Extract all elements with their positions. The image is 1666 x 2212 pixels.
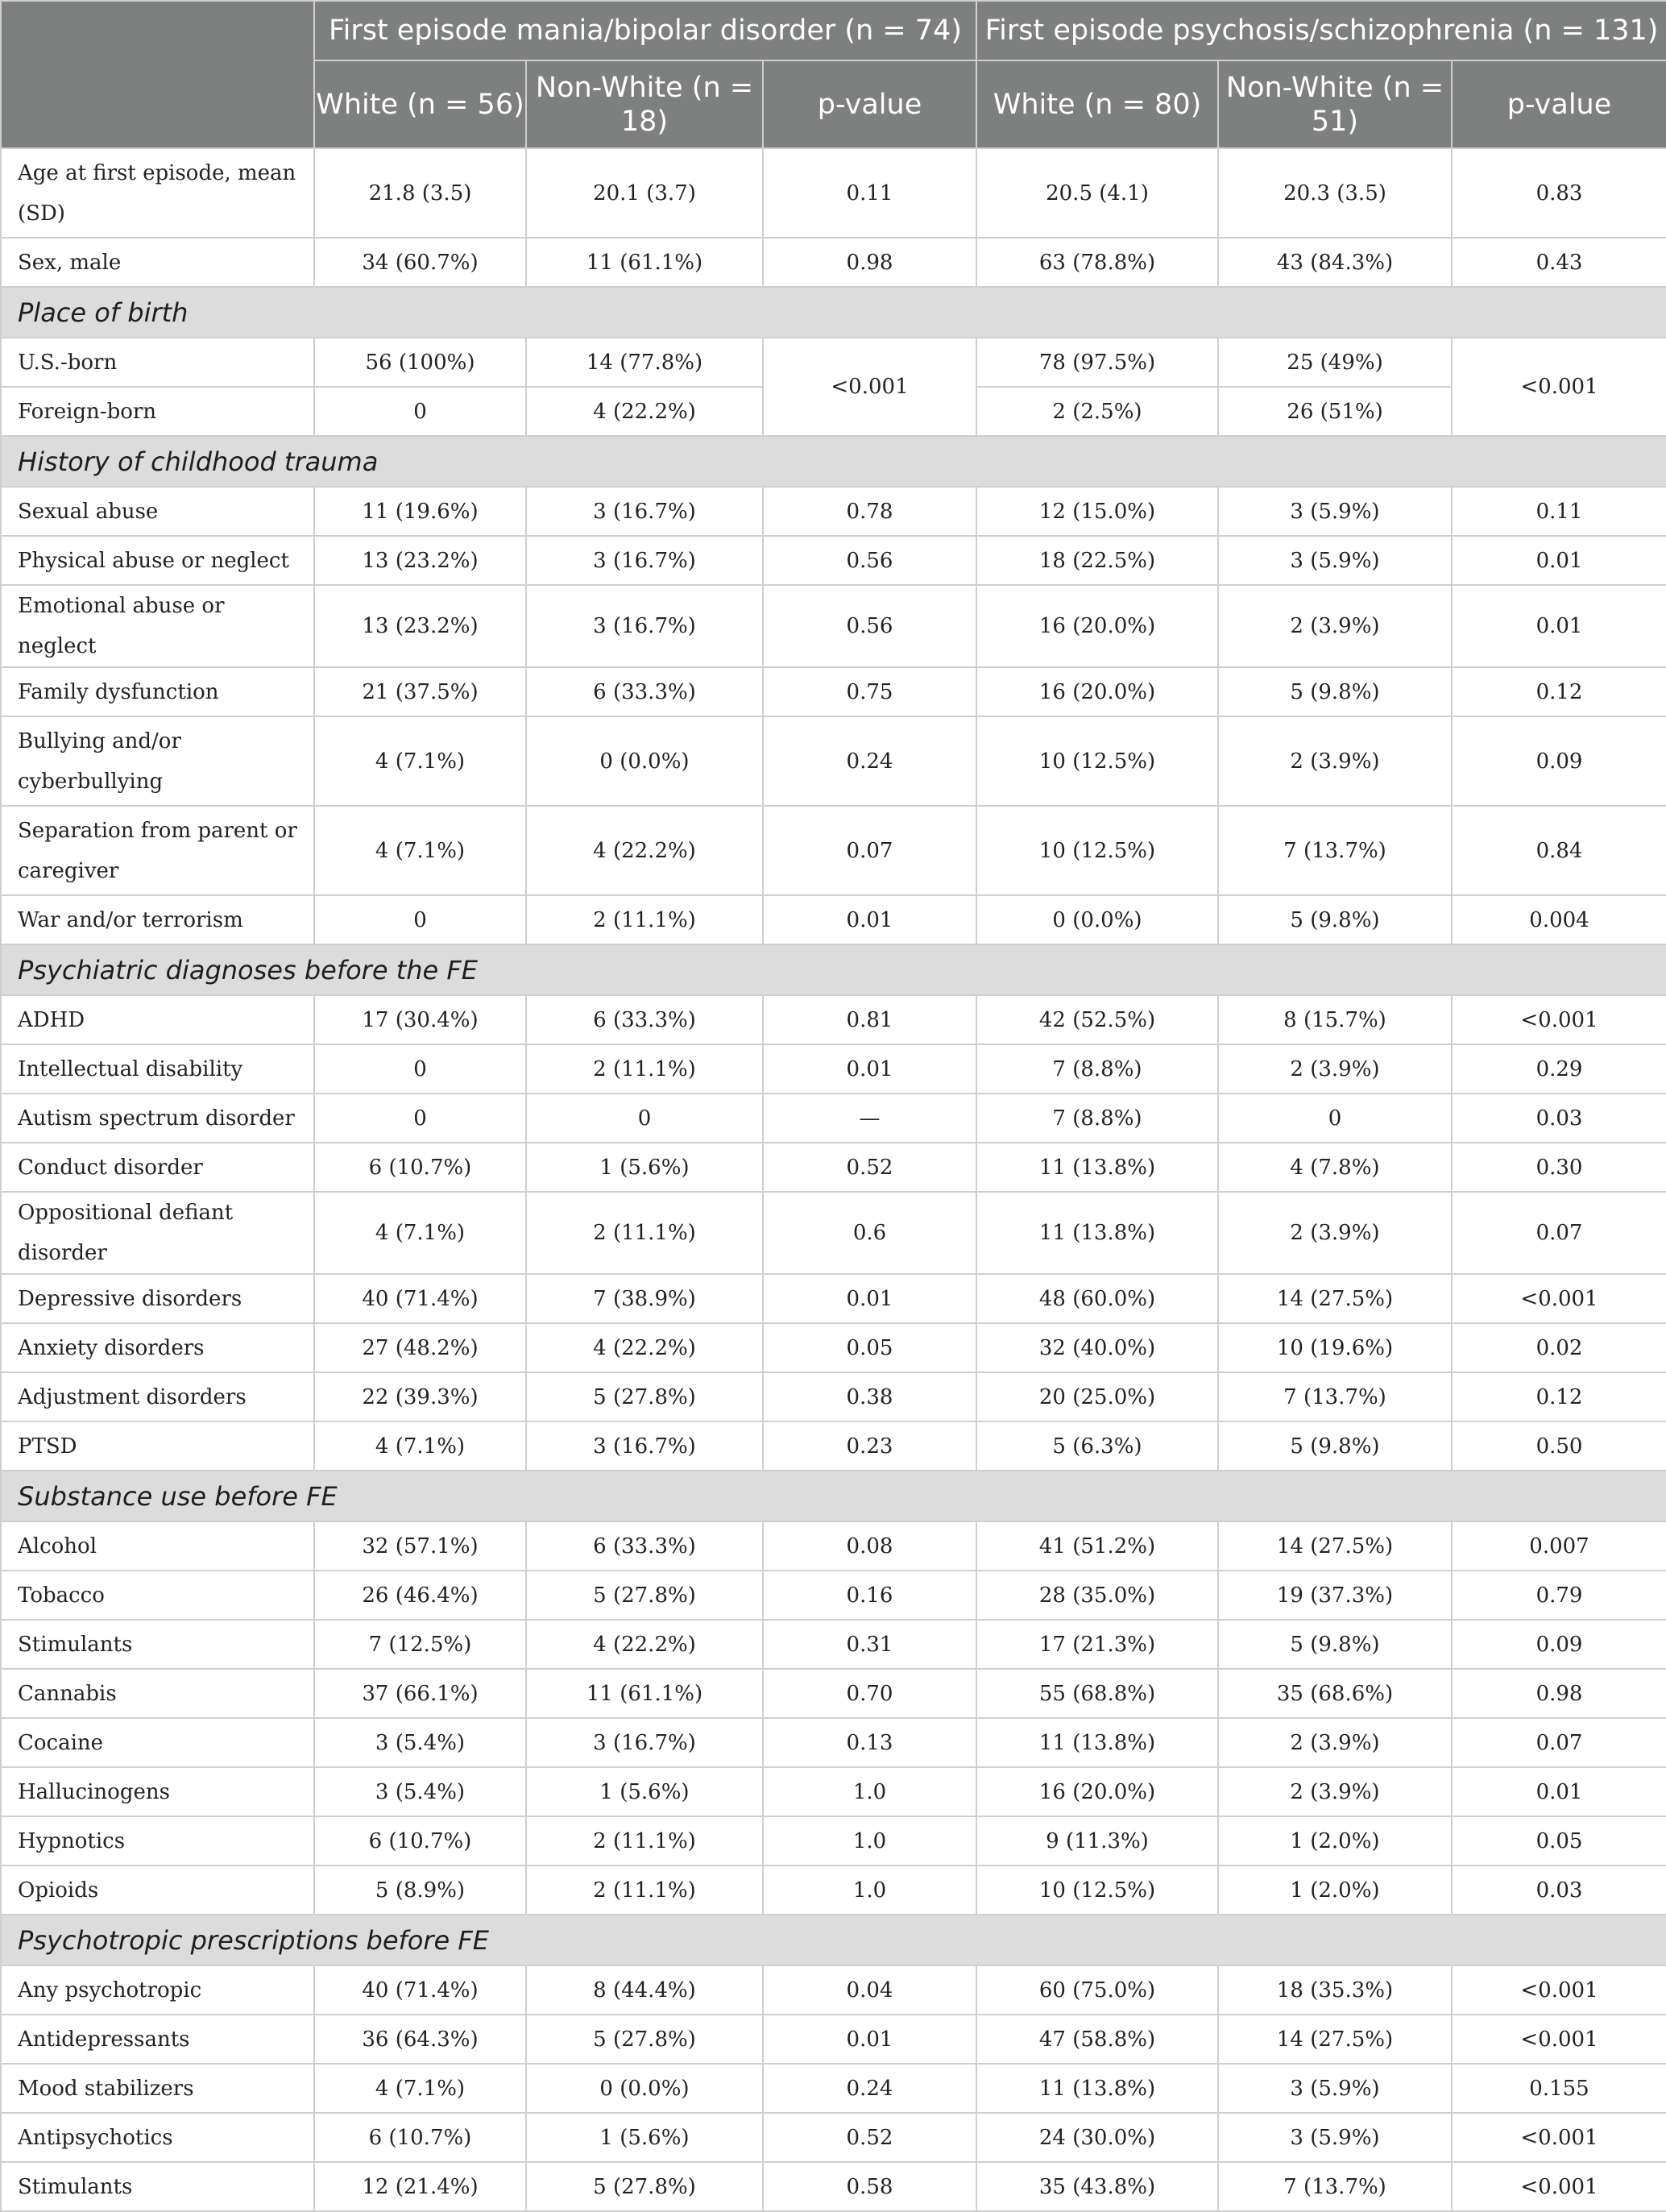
table-row — [1, 238, 1666, 287]
table-row — [1, 1669, 1666, 1718]
table-row — [1, 2113, 1666, 2162]
cell: 55 (68.8%) — [976, 1669, 1218, 1718]
cell: 0.08 — [763, 1521, 976, 1571]
row-label: Antidepressants — [1, 2015, 314, 2064]
cell: 5 (27.8%) — [526, 1372, 763, 1421]
cell: 28 (35.0%) — [976, 1571, 1218, 1620]
table-row — [1, 995, 1666, 1044]
cell: 35 (43.8%) — [976, 2162, 1218, 2211]
section-header-row — [1, 1471, 1666, 1521]
row-label: Emotional abuse or neglect — [1, 585, 314, 667]
table-row — [1, 1274, 1666, 1323]
cell: 5 (27.8%) — [526, 1571, 763, 1620]
section-title-substance: Substance use before FE — [1, 1471, 1666, 1521]
cell: 1 (2.0%) — [1218, 1816, 1452, 1865]
row-label: Anxiety disorders — [1, 1323, 314, 1372]
cell: 22 (39.3%) — [314, 1372, 526, 1421]
cell: 0.58 — [763, 2162, 976, 2211]
header-psychosis-nonwhite: Non-White (n = 51) — [1218, 60, 1452, 148]
cell: 0.12 — [1452, 667, 1666, 716]
cell: 3 (5.4%) — [314, 1718, 526, 1767]
cell: 5 (9.8%) — [1218, 667, 1452, 716]
section-title-prescriptions: Psychotropic prescriptions before FE — [1, 1915, 1666, 1965]
header-mania-p-value: p-value — [763, 60, 976, 148]
table-row — [1, 2162, 1666, 2211]
cell: 0.31 — [763, 1620, 976, 1669]
cell: 41 (51.2%) — [976, 1521, 1218, 1571]
section-title-place-of-birth: Place of birth — [1, 287, 1666, 338]
table-row — [1, 1718, 1666, 1767]
table-row — [1, 1044, 1666, 1094]
cell: 63 (78.8%) — [976, 238, 1218, 287]
cell: 0.01 — [763, 2015, 976, 2064]
cell: 20 (25.0%) — [976, 1372, 1218, 1421]
cell: 2 (2.5%) — [976, 387, 1218, 436]
cell: 5 (9.8%) — [1218, 1421, 1452, 1471]
table-row — [1, 716, 1666, 806]
cell: 37 (66.1%) — [314, 1669, 526, 1718]
cell: 0 (0.0%) — [526, 2064, 763, 2113]
cell: 0.05 — [1452, 1816, 1666, 1865]
header-psychosis-white: White (n = 80) — [976, 60, 1218, 148]
merged-p-value-cell: <0.001 — [1452, 338, 1666, 436]
row-label: Autism spectrum disorder — [1, 1094, 314, 1143]
cell: 0.004 — [1452, 895, 1666, 944]
row-label: Family dysfunction — [1, 667, 314, 716]
cell: 6 (33.3%) — [526, 667, 763, 716]
cell: 56 (100%) — [314, 338, 526, 387]
section-title-trauma: History of childhood trauma — [1, 436, 1666, 487]
cell: 7 (13.7%) — [1218, 2162, 1452, 2211]
cell: 5 (27.8%) — [526, 2162, 763, 2211]
row-label: Alcohol — [1, 1521, 314, 1571]
row-label: Cannabis — [1, 1669, 314, 1718]
cell: 7 (8.8%) — [976, 1094, 1218, 1143]
cell: 6 (10.7%) — [314, 1816, 526, 1865]
cell: 0.03 — [1452, 1094, 1666, 1143]
cell: 7 (13.7%) — [1218, 1372, 1452, 1421]
cell: <0.001 — [1452, 1274, 1666, 1323]
cell: 10 (12.5%) — [976, 1865, 1218, 1915]
header-psychosis-p-value: p-value — [1452, 60, 1666, 148]
cell: 0.81 — [763, 995, 976, 1044]
cell: 0 — [526, 1094, 763, 1143]
cell: — — [763, 1094, 976, 1143]
cell: 0.24 — [763, 716, 976, 806]
cell: 8 (15.7%) — [1218, 995, 1452, 1044]
table-row — [1, 1372, 1666, 1421]
section-header-row — [1, 1915, 1666, 1965]
cell: 0.98 — [1452, 1669, 1666, 1718]
table-row — [1, 585, 1666, 667]
cell: 34 (60.7%) — [314, 238, 526, 287]
header-corner — [1, 1, 314, 148]
cell: 0.43 — [1452, 238, 1666, 287]
cell: 2 (11.1%) — [526, 1192, 763, 1274]
table-row — [1, 1965, 1666, 2015]
table-row — [1, 806, 1666, 895]
cell: 20.1 (3.7) — [526, 148, 763, 238]
cell: 3 (5.9%) — [1218, 2064, 1452, 2113]
table-row — [1, 1421, 1666, 1471]
cell: 10 (12.5%) — [976, 806, 1218, 895]
cell: 0.02 — [1452, 1323, 1666, 1372]
cell: 11 (19.6%) — [314, 487, 526, 536]
cell: 0.6 — [763, 1192, 976, 1274]
cell: 35 (68.6%) — [1218, 1669, 1452, 1718]
cell: 0 — [314, 1044, 526, 1094]
cell: 13 (23.2%) — [314, 536, 526, 585]
table-row — [1, 1816, 1666, 1865]
header-mania-nonwhite: Non-White (n = 18) — [526, 60, 763, 148]
table-row — [1, 1323, 1666, 1372]
table-row — [1, 1620, 1666, 1669]
cell: 0.13 — [763, 1718, 976, 1767]
cell: 25 (49%) — [1218, 338, 1452, 387]
row-label: Separation from parent or caregiver — [1, 806, 314, 895]
cell: 0.38 — [763, 1372, 976, 1421]
cell: 0.01 — [1452, 585, 1666, 667]
table-row — [1, 338, 1666, 387]
cell: 18 (35.3%) — [1218, 1965, 1452, 2015]
cell: 12 (21.4%) — [314, 2162, 526, 2211]
table-row — [1, 1767, 1666, 1816]
cell: 0.07 — [1452, 1192, 1666, 1274]
cell: 0 (0.0%) — [526, 716, 763, 806]
cell: 8 (44.4%) — [526, 1965, 763, 2015]
cell: 11 (13.8%) — [976, 2064, 1218, 2113]
table-row — [1, 148, 1666, 238]
cell: 48 (60.0%) — [976, 1274, 1218, 1323]
cell: 0 — [314, 895, 526, 944]
row-label: Intellectual disability — [1, 1044, 314, 1094]
cell: 11 (13.8%) — [976, 1718, 1218, 1767]
row-label: War and/or terrorism — [1, 895, 314, 944]
table-row — [1, 1192, 1666, 1274]
cell: 0.11 — [763, 148, 976, 238]
cell: 5 (9.8%) — [1218, 895, 1452, 944]
row-label: Depressive disorders — [1, 1274, 314, 1323]
cell: 16 (20.0%) — [976, 585, 1218, 667]
row-label: Age at first episode, mean (SD) — [1, 148, 314, 238]
cell: 20.5 (4.1) — [976, 148, 1218, 238]
cell: 11 (61.1%) — [526, 238, 763, 287]
cell: 3 (5.4%) — [314, 1767, 526, 1816]
cell: 26 (46.4%) — [314, 1571, 526, 1620]
merged-p-value-cell: <0.001 — [763, 338, 976, 436]
row-label: Bullying and/or cyberbullying — [1, 716, 314, 806]
row-label: Tobacco — [1, 1571, 314, 1620]
table-row — [1, 1571, 1666, 1620]
cell: 4 (22.2%) — [526, 1620, 763, 1669]
cell: 26 (51%) — [1218, 387, 1452, 436]
cell: 14 (77.8%) — [526, 338, 763, 387]
table-row — [1, 2015, 1666, 2064]
row-label: Stimulants — [1, 1620, 314, 1669]
header-group-mania: First episode mania/bipolar disorder (n = 74) — [314, 1, 976, 60]
section-header-row — [1, 436, 1666, 487]
table-row — [1, 487, 1666, 536]
cell: 0 — [314, 1094, 526, 1143]
cell: 4 (7.1%) — [314, 806, 526, 895]
cell: 0.09 — [1452, 1620, 1666, 1669]
cell: 1 (2.0%) — [1218, 1865, 1452, 1915]
cell: 47 (58.8%) — [976, 2015, 1218, 2064]
cell: 1 (5.6%) — [526, 1767, 763, 1816]
cell: 4 (7.1%) — [314, 716, 526, 806]
cell: 36 (64.3%) — [314, 2015, 526, 2064]
cell: 32 (57.1%) — [314, 1521, 526, 1571]
row-label: Sex, male — [1, 238, 314, 287]
cell: 3 (16.7%) — [526, 487, 763, 536]
row-label: ADHD — [1, 995, 314, 1044]
cell: 0.01 — [1452, 536, 1666, 585]
row-label: Physical abuse or neglect — [1, 536, 314, 585]
cell: 17 (21.3%) — [976, 1620, 1218, 1669]
cell: 5 (27.8%) — [526, 2015, 763, 2064]
cell: 2 (3.9%) — [1218, 1767, 1452, 1816]
cell: 10 (12.5%) — [976, 716, 1218, 806]
cell: 19 (37.3%) — [1218, 1571, 1452, 1620]
row-label: PTSD — [1, 1421, 314, 1471]
cell: 2 (11.1%) — [526, 895, 763, 944]
cell: 4 (22.2%) — [526, 387, 763, 436]
cell: 14 (27.5%) — [1218, 1274, 1452, 1323]
cell: 0 — [1218, 1094, 1452, 1143]
cell: 0.24 — [763, 2064, 976, 2113]
cell: 1 (5.6%) — [526, 1143, 763, 1192]
cell: 2 (11.1%) — [526, 1865, 763, 1915]
cell: 0.01 — [763, 1274, 976, 1323]
cell: 40 (71.4%) — [314, 1274, 526, 1323]
cell: 27 (48.2%) — [314, 1323, 526, 1372]
cell: 0.56 — [763, 585, 976, 667]
cell: 4 (7.1%) — [314, 2064, 526, 2113]
cell: 0.75 — [763, 667, 976, 716]
cell: 0.52 — [763, 2113, 976, 2162]
cell: 0 — [314, 387, 526, 436]
cell: 0.23 — [763, 1421, 976, 1471]
cell: 0.16 — [763, 1571, 976, 1620]
cell: 4 (7.1%) — [314, 1421, 526, 1471]
cell: 1.0 — [763, 1767, 976, 1816]
row-label: Adjustment disorders — [1, 1372, 314, 1421]
row-label: U.S.-born — [1, 338, 314, 387]
cell: <0.001 — [1452, 995, 1666, 1044]
cell: 3 (16.7%) — [526, 536, 763, 585]
header-group-psychosis: First episode psychosis/schizophrenia (n = 131) — [976, 1, 1666, 60]
cell: 0.98 — [763, 238, 976, 287]
cell: <0.001 — [1452, 1965, 1666, 2015]
cell: 21 (37.5%) — [314, 667, 526, 716]
cell: 3 (16.7%) — [526, 1421, 763, 1471]
cell: 3 (16.7%) — [526, 585, 763, 667]
row-label: Antipsychotics — [1, 2113, 314, 2162]
cell: 12 (15.0%) — [976, 487, 1218, 536]
cell: 16 (20.0%) — [976, 1767, 1218, 1816]
cell: 78 (97.5%) — [976, 338, 1218, 387]
cell: 0.11 — [1452, 487, 1666, 536]
cell: 7 (8.8%) — [976, 1044, 1218, 1094]
row-label: Mood stabilizers — [1, 2064, 314, 2113]
cell: 16 (20.0%) — [976, 667, 1218, 716]
cell: 5 (8.9%) — [314, 1865, 526, 1915]
cell: 11 (13.8%) — [976, 1192, 1218, 1274]
cell: 3 (5.9%) — [1218, 2113, 1452, 2162]
row-label: Opioids — [1, 1865, 314, 1915]
cell: 17 (30.4%) — [314, 995, 526, 1044]
cell: 0.79 — [1452, 1571, 1666, 1620]
cell: 43 (84.3%) — [1218, 238, 1452, 287]
row-label: Conduct disorder — [1, 1143, 314, 1192]
cell: 0.50 — [1452, 1421, 1666, 1471]
cell: 0.007 — [1452, 1521, 1666, 1571]
row-label: Foreign-born — [1, 387, 314, 436]
table-row — [1, 1094, 1666, 1143]
cell: 4 (7.1%) — [314, 1192, 526, 1274]
cell: 1 (5.6%) — [526, 2113, 763, 2162]
cell: 1.0 — [763, 1816, 976, 1865]
cell: 0.04 — [763, 1965, 976, 2015]
cell: 0.03 — [1452, 1865, 1666, 1915]
cell: 2 (11.1%) — [526, 1044, 763, 1094]
cell: 0.78 — [763, 487, 976, 536]
cell: 1.0 — [763, 1865, 976, 1915]
cell: 32 (40.0%) — [976, 1323, 1218, 1372]
cell: 3 (5.9%) — [1218, 487, 1452, 536]
row-label: Hypnotics — [1, 1816, 314, 1865]
cell: 7 (38.9%) — [526, 1274, 763, 1323]
cell: 0.155 — [1452, 2064, 1666, 2113]
table-row — [1, 1521, 1666, 1571]
cell: 4 (22.2%) — [526, 806, 763, 895]
cell: 0.07 — [763, 806, 976, 895]
cell: 6 (33.3%) — [526, 995, 763, 1044]
cell: 13 (23.2%) — [314, 585, 526, 667]
cell: 10 (19.6%) — [1218, 1323, 1452, 1372]
cell: 9 (11.3%) — [976, 1816, 1218, 1865]
cell: 0.12 — [1452, 1372, 1666, 1421]
header-mania-white: White (n = 56) — [314, 60, 526, 148]
cell: <0.001 — [1452, 2015, 1666, 2064]
cell: 20.3 (3.5) — [1218, 148, 1452, 238]
cell: 0.09 — [1452, 716, 1666, 806]
table-row — [1, 1143, 1666, 1192]
cell: 0.01 — [763, 895, 976, 944]
cell: 6 (33.3%) — [526, 1521, 763, 1571]
cell: <0.001 — [1452, 2113, 1666, 2162]
cell: 4 (22.2%) — [526, 1323, 763, 1372]
cell: 40 (71.4%) — [314, 1965, 526, 2015]
section-header-row — [1, 944, 1666, 995]
cell: 14 (27.5%) — [1218, 2015, 1452, 2064]
cell: 2 (3.9%) — [1218, 1192, 1452, 1274]
cell: 0.52 — [763, 1143, 976, 1192]
cell: 0.05 — [763, 1323, 976, 1372]
cell: 4 (7.8%) — [1218, 1143, 1452, 1192]
cell: 2 (11.1%) — [526, 1816, 763, 1865]
cell: 2 (3.9%) — [1218, 716, 1452, 806]
cell: 0.01 — [763, 1044, 976, 1094]
cell: 2 (3.9%) — [1218, 1718, 1452, 1767]
cell: 3 (16.7%) — [526, 1718, 763, 1767]
cell: <0.001 — [1452, 2162, 1666, 2211]
table-row — [1, 895, 1666, 944]
cell: 60 (75.0%) — [976, 1965, 1218, 2015]
row-label: Cocaine — [1, 1718, 314, 1767]
cell: 0 (0.0%) — [976, 895, 1218, 944]
cell: 14 (27.5%) — [1218, 1521, 1452, 1571]
cell: 0.70 — [763, 1669, 976, 1718]
cell: 6 (10.7%) — [314, 2113, 526, 2162]
cell: 11 (61.1%) — [526, 1669, 763, 1718]
section-title-diagnoses: Psychiatric diagnoses before the FE — [1, 944, 1666, 995]
cell: 0.07 — [1452, 1718, 1666, 1767]
cell: 0.83 — [1452, 148, 1666, 238]
row-label: Any psychotropic — [1, 1965, 314, 2015]
table-row — [1, 667, 1666, 716]
cell: 18 (22.5%) — [976, 536, 1218, 585]
table-row — [1, 2064, 1666, 2113]
cell: 0.01 — [1452, 1767, 1666, 1816]
cell: 6 (10.7%) — [314, 1143, 526, 1192]
cell: 2 (3.9%) — [1218, 585, 1452, 667]
cell: 0.30 — [1452, 1143, 1666, 1192]
cell: 7 (13.7%) — [1218, 806, 1452, 895]
cell: 24 (30.0%) — [976, 2113, 1218, 2162]
row-label: Hallucinogens — [1, 1767, 314, 1816]
row-label: Sexual abuse — [1, 487, 314, 536]
cell: 42 (52.5%) — [976, 995, 1218, 1044]
row-label: Oppositional defiant disorder — [1, 1192, 314, 1274]
table-row — [1, 536, 1666, 585]
cell: 5 (9.8%) — [1218, 1620, 1452, 1669]
cell: 0.56 — [763, 536, 976, 585]
cell: 7 (12.5%) — [314, 1620, 526, 1669]
section-header-row — [1, 287, 1666, 338]
cell: 21.8 (3.5) — [314, 148, 526, 238]
cell: 5 (6.3%) — [976, 1421, 1218, 1471]
cell: 2 (3.9%) — [1218, 1044, 1452, 1094]
cell: 11 (13.8%) — [976, 1143, 1218, 1192]
cell: 3 (5.9%) — [1218, 536, 1452, 585]
table-row — [1, 1865, 1666, 1915]
cell: 0.29 — [1452, 1044, 1666, 1094]
row-label: Stimulants — [1, 2162, 314, 2211]
cell: 0.84 — [1452, 806, 1666, 895]
